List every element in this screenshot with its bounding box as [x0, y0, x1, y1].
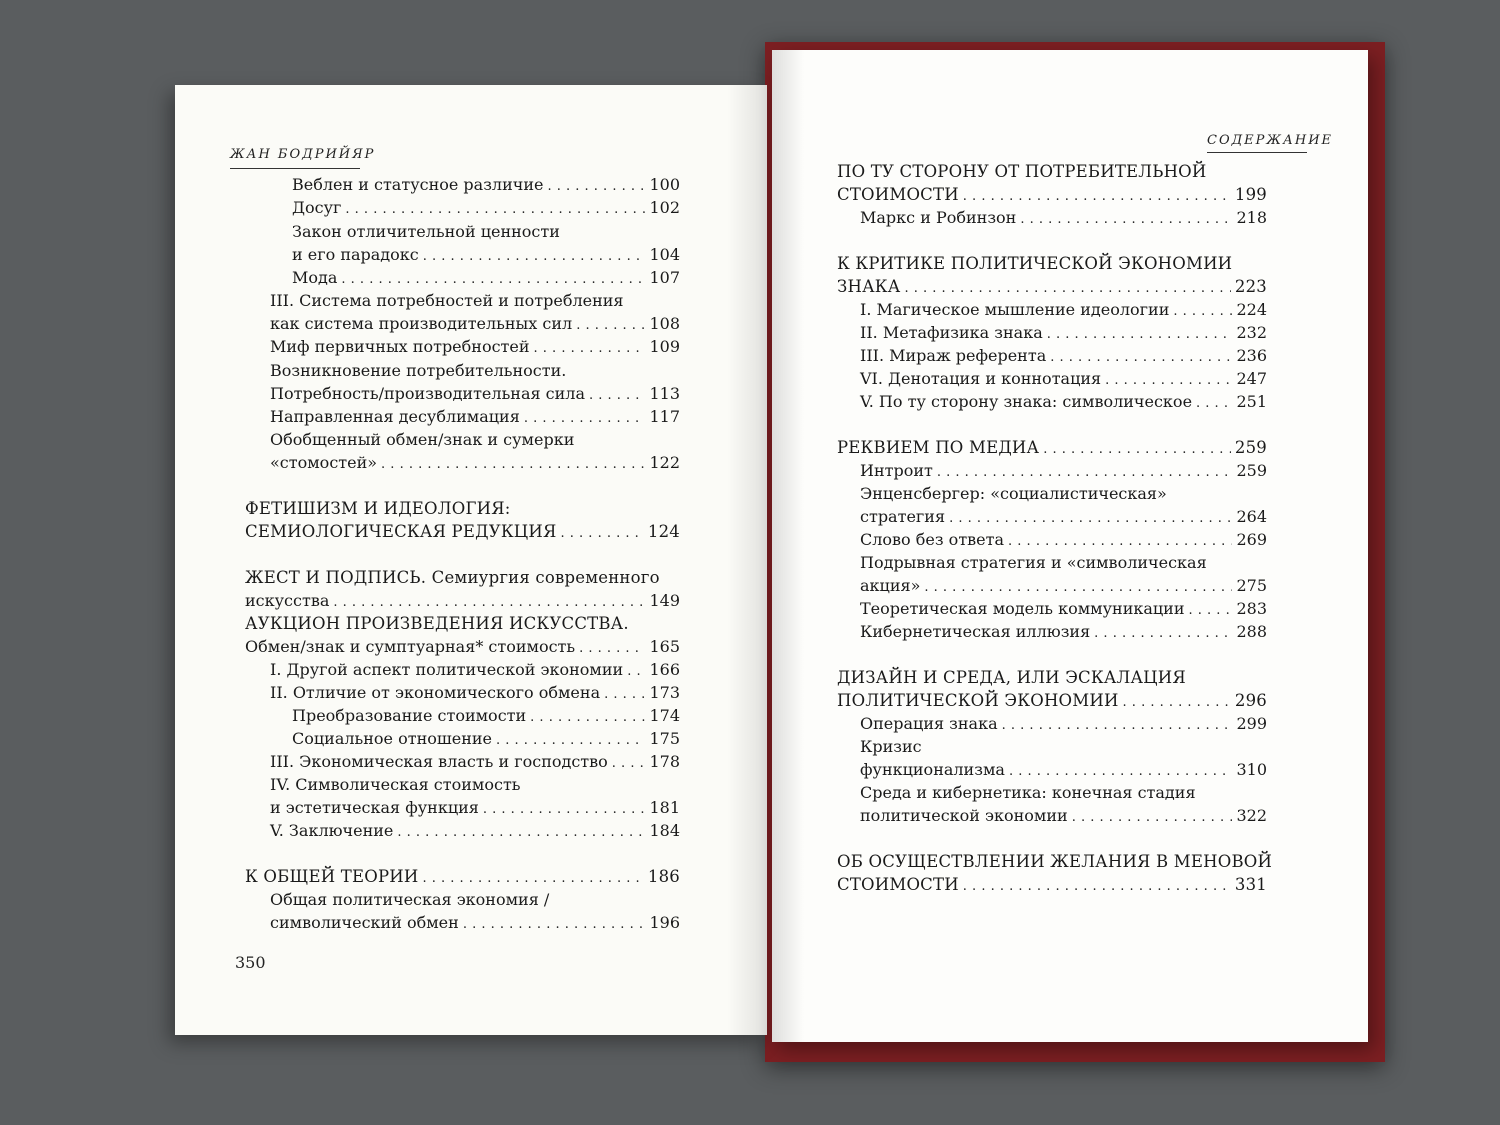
toc-entry: [292, 729, 680, 751]
leader-dots: [1105, 369, 1232, 391]
leader-dots: [524, 407, 646, 429]
toc-entry: [245, 591, 680, 613]
toc-entry-page: 107: [649, 268, 680, 287]
toc-entry: [860, 760, 1267, 782]
leader-dots: [1008, 530, 1232, 552]
leader-dots: [381, 453, 645, 475]
leader-dots: [423, 245, 646, 267]
toc-entry: [245, 637, 680, 659]
leader-dots: [576, 314, 645, 336]
toc-entry: [837, 162, 1267, 182]
toc-entry-title: К КРИТИКЕ ПОЛИТИЧЕСКОЙ ЭКОНОМИИ: [837, 254, 1233, 273]
toc-entry: [860, 507, 1267, 529]
leader-dots: [589, 384, 645, 406]
toc-entry: [860, 806, 1267, 828]
toc-entry-title: Направленная десублимация: [270, 407, 520, 426]
toc-entry-page: 174: [649, 706, 680, 725]
spine-shadow: [772, 50, 804, 1042]
toc-entry-page: 186: [647, 867, 680, 886]
toc-entry-page: 331: [1234, 875, 1267, 894]
toc-entry-title: Миф первичных потребностей: [270, 337, 530, 356]
toc-entry-page: 232: [1236, 323, 1267, 342]
toc-entry-page: 104: [649, 245, 680, 264]
running-head-left: ЖАН БОДРИЙЯР: [230, 147, 376, 162]
toc-entry-title: Веблен и статусное различие: [292, 175, 544, 194]
toc-entry-title: ПО ТУ СТОРОНУ ОТ ПОТРЕБИТЕЛЬНОЙ: [837, 162, 1207, 181]
toc-entry-page: 224: [1236, 300, 1267, 319]
toc-entry-title: III. Мираж референта: [860, 346, 1047, 365]
leader-dots: [579, 637, 645, 659]
toc-entry-title: АУКЦИОН ПРОИЗВЕДЕНИЯ ИСКУССТВА.: [245, 614, 629, 633]
toc-entry-title: СЕМИОЛОГИЧЕСКАЯ РЕДУКЦИЯ: [245, 522, 557, 541]
toc-entry: [837, 875, 1267, 897]
toc-entry-page: 113: [649, 384, 680, 403]
toc-entry-page: 296: [1234, 691, 1267, 710]
toc-entry: [860, 323, 1267, 345]
toc-entry-page: 122: [649, 453, 680, 472]
toc-entry: [245, 867, 680, 889]
toc-entry-page: 178: [649, 752, 680, 771]
leader-dots: [924, 576, 1232, 598]
toc-entry-page: 259: [1234, 438, 1267, 457]
leader-dots: [341, 268, 645, 290]
toc-entry: [245, 568, 680, 588]
toc-entry-title: К ОБЩЕЙ ТЕОРИИ: [245, 867, 419, 886]
toc-entry-title: Преобразование стоимости: [292, 706, 527, 725]
toc-entry: [860, 599, 1267, 621]
toc-entry-title: функционализма: [860, 760, 1005, 779]
toc-entry: [837, 277, 1267, 299]
toc-entry-title: I. Другой аспект политической экономии: [270, 660, 624, 679]
leader-dots: [612, 752, 646, 774]
toc-entry: [837, 668, 1267, 688]
toc-entry-title: Слово без ответа: [860, 530, 1005, 549]
toc-entry: [860, 737, 1267, 757]
toc-entry: [860, 369, 1267, 391]
toc-entry: [860, 576, 1267, 598]
toc-entry-page: 223: [1234, 277, 1267, 296]
leader-dots: [949, 507, 1232, 529]
toc-entry-title: Потребность/производительная сила: [270, 384, 585, 403]
toc-entry-title: Среда и кибернетика: конечная стадия: [860, 783, 1196, 802]
toc-entry: [270, 430, 680, 450]
toc-entry: [292, 222, 680, 242]
leader-dots: [1020, 208, 1232, 230]
toc-entry-page: 124: [647, 522, 680, 541]
toc-entry-title: IV. Символическая стоимость: [270, 775, 521, 794]
toc-entry: [270, 361, 680, 381]
page-number: 350: [235, 953, 266, 972]
toc-entry: [292, 268, 680, 290]
toc-entry: [270, 314, 680, 336]
spine-shadow: [727, 85, 767, 1035]
toc-entry-title: Подрывная стратегия и «символическая: [860, 553, 1207, 572]
leader-dots: [1002, 714, 1233, 736]
leader-dots: [937, 461, 1233, 483]
toc-entry: [270, 798, 680, 820]
toc-entry-title: III. Экономическая власть и господство: [270, 752, 608, 771]
toc-entry: [292, 245, 680, 267]
toc-entry-page: 199: [1234, 185, 1267, 204]
leader-dots: [547, 175, 645, 197]
toc-entry-title: Теоретическая модель коммуникации: [860, 599, 1185, 618]
toc-entry-page: 299: [1236, 714, 1267, 733]
toc-entry-title: ОБ ОСУЩЕСТВЛЕНИИ ЖЕЛАНИЯ В МЕНОВОЙ: [837, 852, 1273, 871]
running-head-rule: [230, 168, 360, 169]
toc-entry-title: VI. Денотация и коннотация: [860, 369, 1102, 388]
toc-entry-title: стратегия: [860, 507, 946, 526]
toc-entry-page: 181: [649, 798, 680, 817]
toc-entry-page: 251: [1236, 392, 1267, 411]
toc-entry-page: 269: [1236, 530, 1267, 549]
toc-entry: [270, 453, 680, 475]
toc-entry-page: 165: [649, 637, 680, 656]
leader-dots: [345, 198, 645, 220]
toc-entry-page: 288: [1236, 622, 1267, 641]
toc-entry-title: Досуг: [292, 198, 342, 217]
toc-entry-title: акция»: [860, 576, 921, 595]
toc-entry-page: 236: [1236, 346, 1267, 365]
toc-entry-page: 184: [649, 821, 680, 840]
toc-entry-title: как система производительных сил: [270, 314, 573, 333]
leader-dots: [1050, 346, 1232, 368]
leader-dots: [463, 913, 646, 935]
leader-dots: [534, 337, 646, 359]
toc-entry-title: III. Система потребностей и потребления: [270, 291, 624, 310]
toc-entry-title: II. Метафизика знака: [860, 323, 1043, 342]
toc-entry: [860, 553, 1267, 573]
toc-entry-title: СТОИМОСТИ: [837, 875, 959, 894]
toc-entry-title: Интроит: [860, 461, 933, 480]
toc-entry: [860, 208, 1267, 230]
toc-entry: [860, 461, 1267, 483]
toc-entry: [860, 392, 1267, 414]
leader-dots: [530, 706, 645, 728]
leader-dots: [1094, 622, 1232, 644]
leader-dots: [627, 660, 645, 682]
toc-entry: [270, 752, 680, 774]
toc-entry: [270, 821, 680, 843]
toc-entry: [270, 291, 680, 311]
toc-entry-title: V. Заключение: [270, 821, 394, 840]
toc-entry-page: 109: [649, 337, 680, 356]
toc-entry: [270, 337, 680, 359]
toc-entry-title: I. Магическое мышление идеологии: [860, 300, 1170, 319]
toc-entry: [860, 530, 1267, 552]
toc-entry: [270, 890, 680, 910]
toc-entry: [837, 438, 1267, 460]
leader-dots: [604, 683, 645, 705]
toc-entry: [270, 775, 680, 795]
toc-entry: [860, 783, 1267, 803]
toc-entry-title: ЗНАКА: [837, 277, 901, 296]
toc-entry-title: и его парадокс: [292, 245, 419, 264]
toc-entry-page: 102: [649, 198, 680, 217]
leader-dots: [483, 798, 646, 820]
toc-entry-page: 173: [649, 683, 680, 702]
toc-entry-title: ФЕТИШИЗМ И ИДЕОЛОГИЯ:: [245, 499, 511, 518]
leader-dots: [963, 875, 1231, 897]
toc-entry-title: Энценсбергер: «социалистическая»: [860, 484, 1167, 503]
toc-entry-page: 108: [649, 314, 680, 333]
leader-dots: [1072, 806, 1233, 828]
toc-entry: [245, 522, 680, 544]
toc-entry-page: 275: [1236, 576, 1267, 595]
toc-entry: [270, 660, 680, 682]
toc-entry-page: 149: [649, 591, 680, 610]
leader-dots: [963, 185, 1231, 207]
toc-entry: [837, 852, 1273, 872]
right-page: [772, 50, 1368, 1042]
toc-entry-page: 247: [1236, 369, 1267, 388]
toc-entry-title: Общая политическая экономия /: [270, 890, 550, 909]
toc-entry-page: 117: [649, 407, 680, 426]
toc-entry-title: и эстетическая функция: [270, 798, 479, 817]
toc-entry-title: искусства: [245, 591, 330, 610]
leader-dots: [1189, 599, 1233, 621]
toc-entry-title: политической экономии: [860, 806, 1068, 825]
toc-entry-title: Кризис: [860, 737, 922, 756]
toc-entry-page: 322: [1236, 806, 1267, 825]
toc-entry: [245, 614, 680, 634]
toc-entry: [270, 913, 680, 935]
toc-entry-title: Возникновение потребительности.: [270, 361, 567, 380]
running-head-right: СОДЕРЖАНИЕ: [1207, 133, 1334, 148]
toc-entry-page: 100: [649, 175, 680, 194]
toc-entry-title: Обмен/знак и сумптуарная* стоимость: [245, 637, 576, 656]
toc-entry-title: Маркс и Робинзон: [860, 208, 1017, 227]
toc-entry-title: ДИЗАЙН И СРЕДА, ИЛИ ЭСКАЛАЦИЯ: [837, 668, 1186, 687]
leader-dots: [1196, 392, 1232, 414]
toc-entry-page: 196: [649, 913, 680, 932]
toc-entry-title: II. Отличие от экономического обмена: [270, 683, 601, 702]
toc-entry: [292, 175, 680, 197]
leader-dots: [1173, 300, 1232, 322]
toc-entry-title: Закон отличительной ценности: [292, 222, 560, 241]
toc-entry-page: 166: [649, 660, 680, 679]
toc-entry: [860, 346, 1267, 368]
toc-entry: [837, 254, 1267, 274]
toc-entry-title: «стомостей»: [270, 453, 378, 472]
toc-entry: [837, 691, 1267, 713]
leader-dots: [904, 277, 1230, 299]
toc-entry: [270, 683, 680, 705]
toc-entry-title: ЖЕСТ И ПОДПИСЬ. Семиургия современного: [245, 568, 660, 587]
toc-entry: [292, 198, 680, 220]
toc-entry-page: 259: [1236, 461, 1267, 480]
toc-entry-title: символический обмен: [270, 913, 459, 932]
toc-entry-title: Кибернетическая иллюзия: [860, 622, 1091, 641]
toc-entry: [860, 300, 1267, 322]
toc-entry-page: 310: [1236, 760, 1267, 779]
leader-dots: [1043, 438, 1231, 460]
leader-dots: [1009, 760, 1233, 782]
toc-entry-title: Мода: [292, 268, 338, 287]
toc-entry-title: Операция знака: [860, 714, 998, 733]
leader-dots: [496, 729, 645, 751]
toc-entry-title: РЕКВИЕМ ПО МЕДИА: [837, 438, 1040, 457]
running-head-rule: [1207, 152, 1307, 153]
toc-entry: [860, 622, 1267, 644]
toc-entry: [270, 407, 680, 429]
toc-entry: [292, 706, 680, 728]
toc-entry: [270, 384, 680, 406]
leader-dots: [422, 867, 643, 889]
left-page: [175, 85, 767, 1035]
leader-dots: [397, 821, 645, 843]
toc-entry-title: V. По ту сторону знака: символическое: [860, 392, 1193, 411]
toc-entry-page: 175: [649, 729, 680, 748]
toc-entry-page: 264: [1236, 507, 1267, 526]
toc-entry: [245, 499, 680, 519]
toc-entry-page: 283: [1236, 599, 1267, 618]
toc-entry-title: СТОИМОСТИ: [837, 185, 959, 204]
leader-dots: [1047, 323, 1233, 345]
toc-entry-title: Социальное отношение: [292, 729, 493, 748]
toc-entry-page: 218: [1236, 208, 1267, 227]
leader-dots: [333, 591, 645, 613]
toc-entry: [860, 484, 1267, 504]
leader-dots: [1123, 691, 1231, 713]
toc-entry: [860, 714, 1267, 736]
toc-entry-title: ПОЛИТИЧЕСКОЙ ЭКОНОМИИ: [837, 691, 1119, 710]
toc-entry-title: Обобщенный обмен/знак и сумерки: [270, 430, 575, 449]
toc-entry: [837, 185, 1267, 207]
leader-dots: [561, 522, 644, 544]
